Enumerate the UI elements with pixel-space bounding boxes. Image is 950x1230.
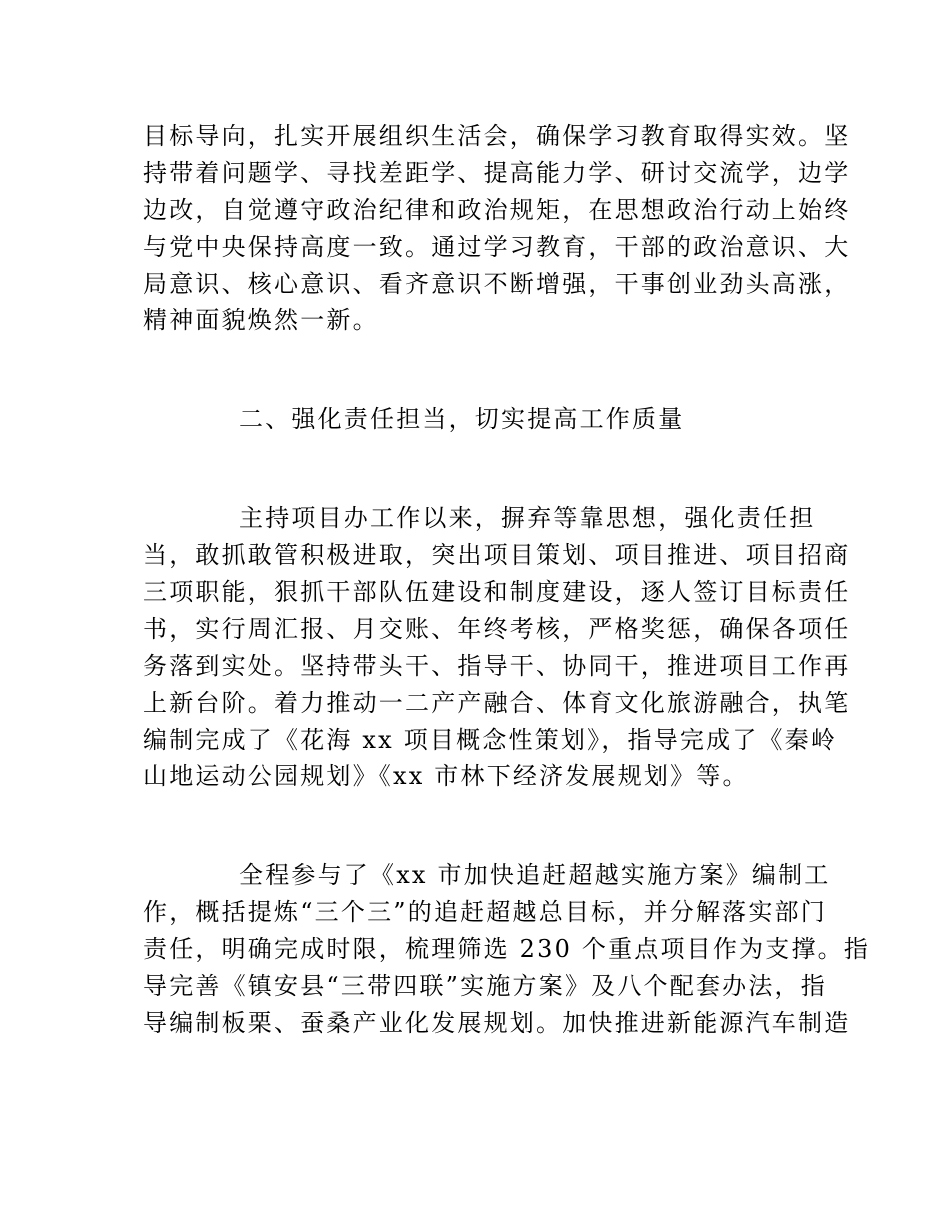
text-line: 三项职能，狠抓干部队伍建设和制度建设，逐人签订目标责任 xyxy=(143,578,851,607)
text-line: 上新台阶。着力推动一二产产融合、体育文化旅游融合，执笔 xyxy=(143,688,851,717)
paragraph-learning-education xyxy=(143,118,851,339)
paragraph-implementation-plan xyxy=(143,857,871,1041)
text-line: 务落到实处。坚持带头干、指导干、协同干，推进项目工作再 xyxy=(143,651,851,680)
text-line: 边改，自觉遵守政治纪律和政治规矩，在思想政治行动上始终 xyxy=(143,195,851,224)
paragraph-spacer xyxy=(143,795,813,857)
document-page xyxy=(143,118,871,1042)
text-line: 主持项目办工作以来，摒弃等靠思想，强化责任担 xyxy=(239,504,816,533)
text-line: 持带着问题学、寻找差距学、提高能力学、研讨交流学，边学 xyxy=(143,158,851,187)
text-line: 目标导向，扎实开展组织生活会，确保学习教育取得实效。坚 xyxy=(143,122,851,150)
paragraph-spacer xyxy=(143,339,813,401)
paragraph-responsibility xyxy=(143,500,851,795)
text-line: 编制完成了《花海 xx 项目概念性策划》，指导完成了《秦岭 xyxy=(143,725,838,754)
text-line: 作，概括提炼“三个三”的追赶超越总目标，并分解落实部门 xyxy=(143,898,827,927)
text-line: 导完善《镇安县“三带四联”实施方案》及八个配套办法，指 xyxy=(143,972,827,1001)
section-heading: 二、强化责任担当，切实提高工作质量 xyxy=(239,405,685,434)
text-line: 当，敢抓敢管积极进取，突出项目策划、项目推进、项目招商 xyxy=(143,541,851,570)
text-line: 书，实行周汇报、月交账、年终考核，严格奖惩，确保各项任 xyxy=(143,614,851,643)
text-line: 与党中央保持高度一致。通过学习教育，干部的政治意识、大 xyxy=(143,232,851,261)
text-line: 局意识、核心意识、看齐意识不断增强，干事创业劲头高涨， xyxy=(143,269,851,298)
paragraph-spacer xyxy=(143,438,813,500)
text-line: 全程参与了《xx 市加快追赶超越实施方案》编制工 xyxy=(239,861,831,890)
text-line: 责任，明确完成时限，梳理筛选 230 个重点项目作为支撑。指 xyxy=(143,935,871,964)
text-line: 导编制板栗、蚕桑产业化发展规划。加快推进新能源汽车制造 xyxy=(143,1008,851,1037)
text-line: 精神面貌焕然一新。 xyxy=(143,306,379,335)
text-line: 山地运动公园规划》《xx 市林下经济发展规划》等。 xyxy=(143,762,749,791)
